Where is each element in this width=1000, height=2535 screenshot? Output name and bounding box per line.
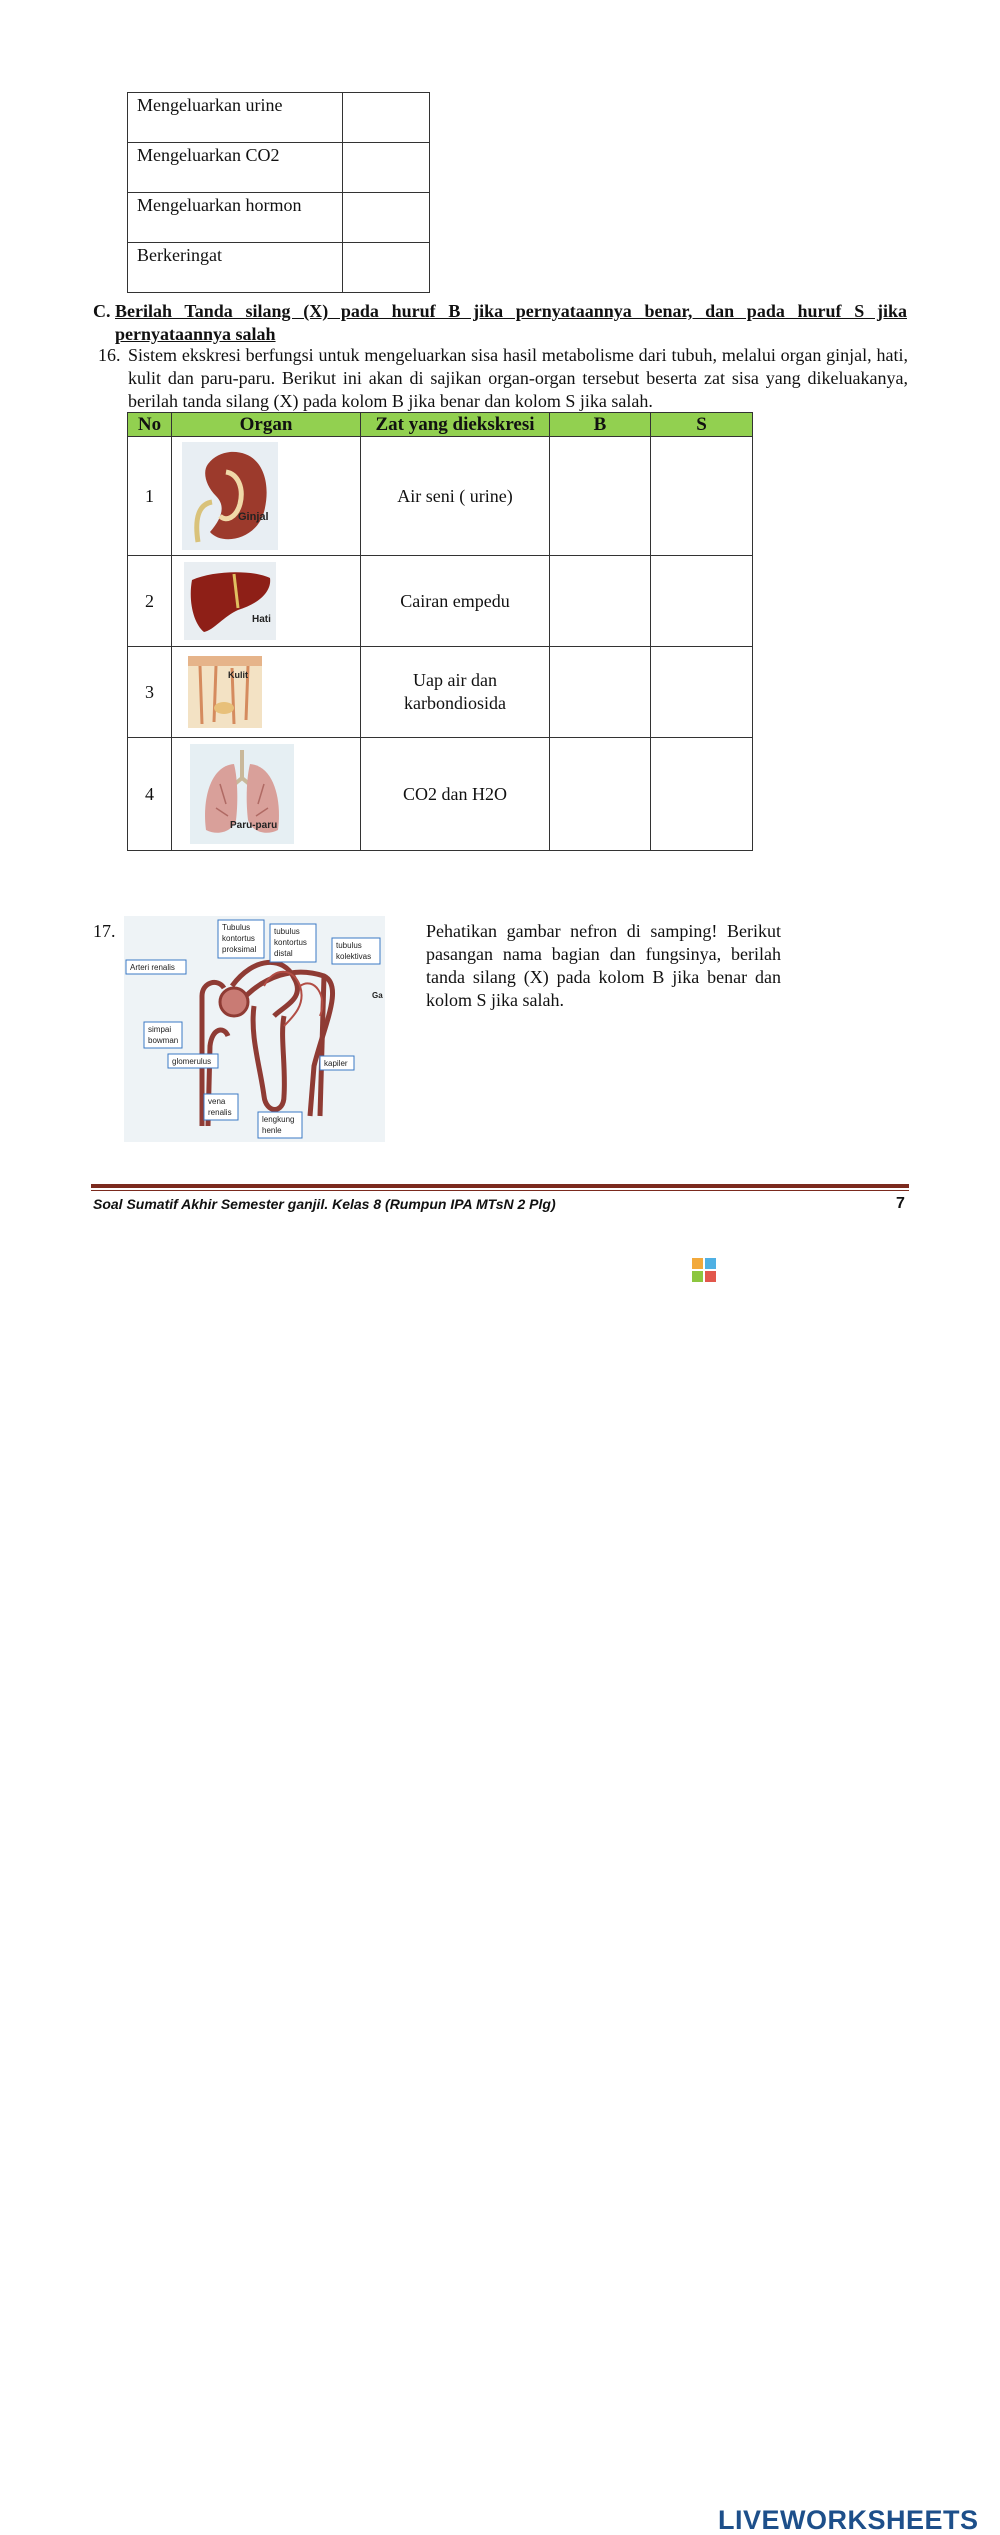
function-cell: Berkeringat	[128, 243, 343, 293]
header-organ: Organ	[172, 413, 361, 437]
row-number: 4	[128, 738, 172, 851]
label-kapiler: kapiler	[324, 1059, 348, 1068]
substance-cell: Cairan empedu	[361, 556, 550, 647]
answer-cell[interactable]	[343, 193, 430, 243]
organ-cell	[172, 647, 361, 738]
function-cell: Mengeluarkan hormon	[128, 193, 343, 243]
label-henle-1: lengkung	[262, 1115, 295, 1124]
label-simpai-1: simpai	[148, 1025, 172, 1034]
question-16	[98, 344, 908, 413]
substance-cell: Air seni ( urine)	[361, 437, 550, 556]
answer-s-cell[interactable]	[651, 437, 753, 556]
label-henle-2: henle	[262, 1126, 282, 1135]
table-row	[128, 143, 430, 193]
table-header-row	[128, 413, 753, 437]
header-b: B	[550, 413, 651, 437]
kidney-image	[182, 442, 278, 550]
table-row	[128, 556, 753, 647]
table-row	[128, 738, 753, 851]
excretion-function-table	[127, 92, 430, 293]
liver-image	[184, 562, 276, 640]
table-row	[128, 437, 753, 556]
label-tubulus-proksimal-2: kontortus	[222, 934, 255, 943]
section-instruction-text: Berilah Tanda silang (X) pada huruf B jika pernyataannya benar, dan pada huruf S jika pernyataannya salah	[115, 301, 907, 344]
organ-cell	[172, 556, 361, 647]
organ-label: Paru-paru	[230, 820, 278, 831]
label-tubulus-distal-3: distal	[274, 949, 293, 958]
substance-cell: Uap air dan karbondiosida	[361, 647, 550, 738]
organ-label: Ginjal	[238, 511, 269, 523]
answer-b-cell[interactable]	[550, 738, 651, 851]
header-no: No	[128, 413, 172, 437]
answer-cell[interactable]	[343, 143, 430, 193]
section-label: C.	[93, 301, 111, 321]
footer-rule-thin	[91, 1190, 909, 1191]
organ-excretion-table	[127, 412, 753, 851]
label-tubulus-distal-1: tubulus	[274, 927, 300, 936]
page-number: 7	[896, 1195, 905, 1212]
question-17-text: Pehatikan gambar nefron di samping! Berikut pasangan nama bagian dan fungsinya, berilah tanda silang (X) pada kolom B jika benar dan kolom S jika salah.	[426, 921, 781, 1010]
label-arteri-renalis: Arteri renalis	[130, 963, 175, 972]
lungs-image	[190, 744, 294, 844]
question-text: Sistem ekskresi berfungsi untuk mengeluarkan sisa hasil metabolisme dari tubuh, melalui organ ginjal, hati, kulit dan paru-paru. Berikut ini akan di sajikan organ-organ tersebut beserta zat sisa yang dikeluakanya, berilah tanda silang (X) pada kolom B jika benar dan kolom S jika salah.	[128, 345, 908, 411]
organ-label: Kulit	[228, 670, 248, 680]
organ-cell	[172, 738, 361, 851]
label-tubulus-kolektivas-2: kolektivas	[336, 952, 372, 961]
watermark-text: LIVEWORKSHEETS	[718, 2505, 979, 2535]
question-number: 16.	[98, 345, 121, 365]
skin-image	[188, 656, 262, 728]
header-s: S	[651, 413, 753, 437]
substance-cell: CO2 dan H2O	[361, 738, 550, 851]
table-row	[128, 647, 753, 738]
answer-b-cell[interactable]	[550, 556, 651, 647]
label-glomerulus: glomerulus	[172, 1057, 212, 1066]
answer-cell[interactable]	[343, 243, 430, 293]
function-cell: Mengeluarkan urine	[128, 93, 343, 143]
row-number: 1	[128, 437, 172, 556]
label-tubulus-proksimal-3: proksimal	[222, 945, 257, 954]
label-tubulus-proksimal-1: Tubulus	[222, 923, 251, 932]
answer-b-cell[interactable]	[550, 437, 651, 556]
label-vena-2: renalis	[208, 1108, 232, 1117]
label-vena-1: vena	[208, 1097, 226, 1106]
answer-s-cell[interactable]	[651, 647, 753, 738]
label-simpai-2: bowman	[148, 1036, 179, 1045]
organ-cell	[172, 437, 361, 556]
answer-s-cell[interactable]	[651, 556, 753, 647]
function-cell: Mengeluarkan CO2	[128, 143, 343, 193]
organ-label: Hati	[252, 614, 271, 625]
footer-text: Soal Sumatif Akhir Semester ganjil. Kelas 8 (Rumpun IPA MTsN 2 Plg)	[93, 1196, 556, 1212]
label-tubulus-distal-2: kontortus	[274, 938, 307, 947]
answer-s-cell[interactable]	[651, 738, 753, 851]
answer-b-cell[interactable]	[550, 647, 651, 738]
question-17-number: 17.	[93, 921, 116, 941]
label-cut: Ga	[372, 991, 383, 1000]
row-number: 3	[128, 647, 172, 738]
footer-rule-thick	[91, 1184, 909, 1188]
table-row	[128, 243, 430, 293]
liveworksheets-watermark[interactable]	[692, 1252, 979, 2535]
table-row	[128, 193, 430, 243]
answer-cell[interactable]	[343, 93, 430, 143]
header-zat: Zat yang diekskresi	[361, 413, 550, 437]
section-c-instruction	[93, 300, 907, 346]
table-row	[128, 93, 430, 143]
row-number: 2	[128, 556, 172, 647]
label-tubulus-kolektivas-1: tubulus	[336, 941, 362, 950]
nephron-diagram	[124, 916, 385, 1142]
